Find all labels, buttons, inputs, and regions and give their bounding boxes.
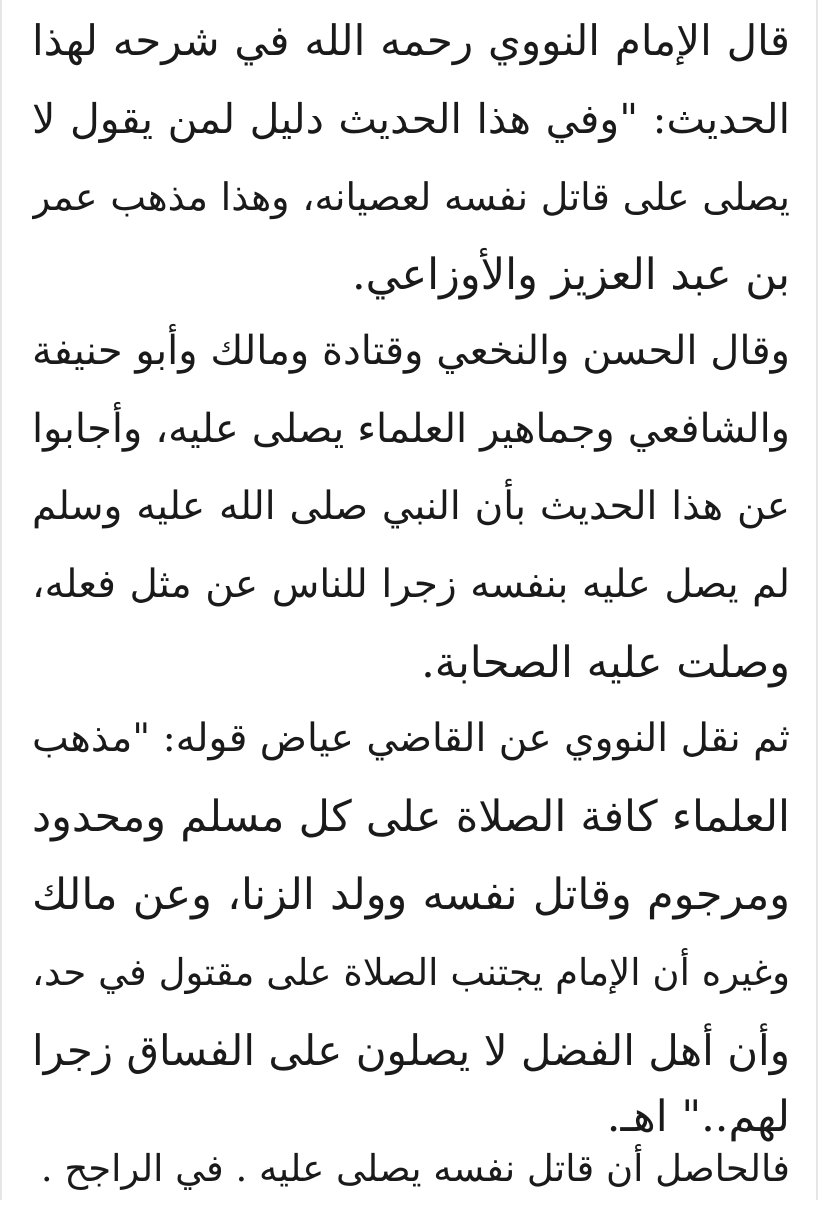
text-line: والشافعي وجماهير العلماء يصلى عليه، وأجابوا [32, 406, 790, 452]
text-line: قال الإمام النووي رحمه الله في شرحه لهذا [32, 16, 790, 65]
text-line: وأن أهل الفضل لا يصلون على الفساق زجرا [32, 1026, 790, 1075]
page-left-edge [0, 0, 2, 1200]
text-line: ثم نقل النووي عن القاضي عياض قوله: "مذهب [32, 716, 790, 761]
text-line: وقال الحسن والنخعي وقتادة ومالك وأبو حنيفة [32, 328, 790, 374]
text-line: وغيره أن الإمام يجتنب الصلاة على مقتول في حد، [32, 951, 790, 994]
text-line: وصلت عليه الصحابة. [421, 638, 790, 688]
text-line: الحديث: "وفي هذا الحديث دليل لمن يقول لا [32, 95, 790, 143]
text-line: العلماء كافة الصلاة على كل مسلم ومحدود [32, 792, 790, 842]
text-line: لم يصل عليه بنفسه زجرا للناس عن مثل فعله، [32, 562, 790, 607]
text-line: بن عبد العزيز والأوزاعي. [352, 250, 790, 300]
text-line: عن هذا الحديث بأن النبي صلى الله عليه وسلم [32, 484, 790, 529]
text-line: يصلى على قاتل نفسه لعصيانه، وهذا مذهب عمر [32, 175, 790, 219]
text-line: فالحاصل أن قاتل نفسه يصلى عليه . في الراجح . [40, 1147, 790, 1190]
text-line: ومرجوم وقاتل نفسه وولد الزنا، وعن مالك [32, 870, 790, 920]
text-line: لهم.." اهـ. [606, 1092, 790, 1142]
